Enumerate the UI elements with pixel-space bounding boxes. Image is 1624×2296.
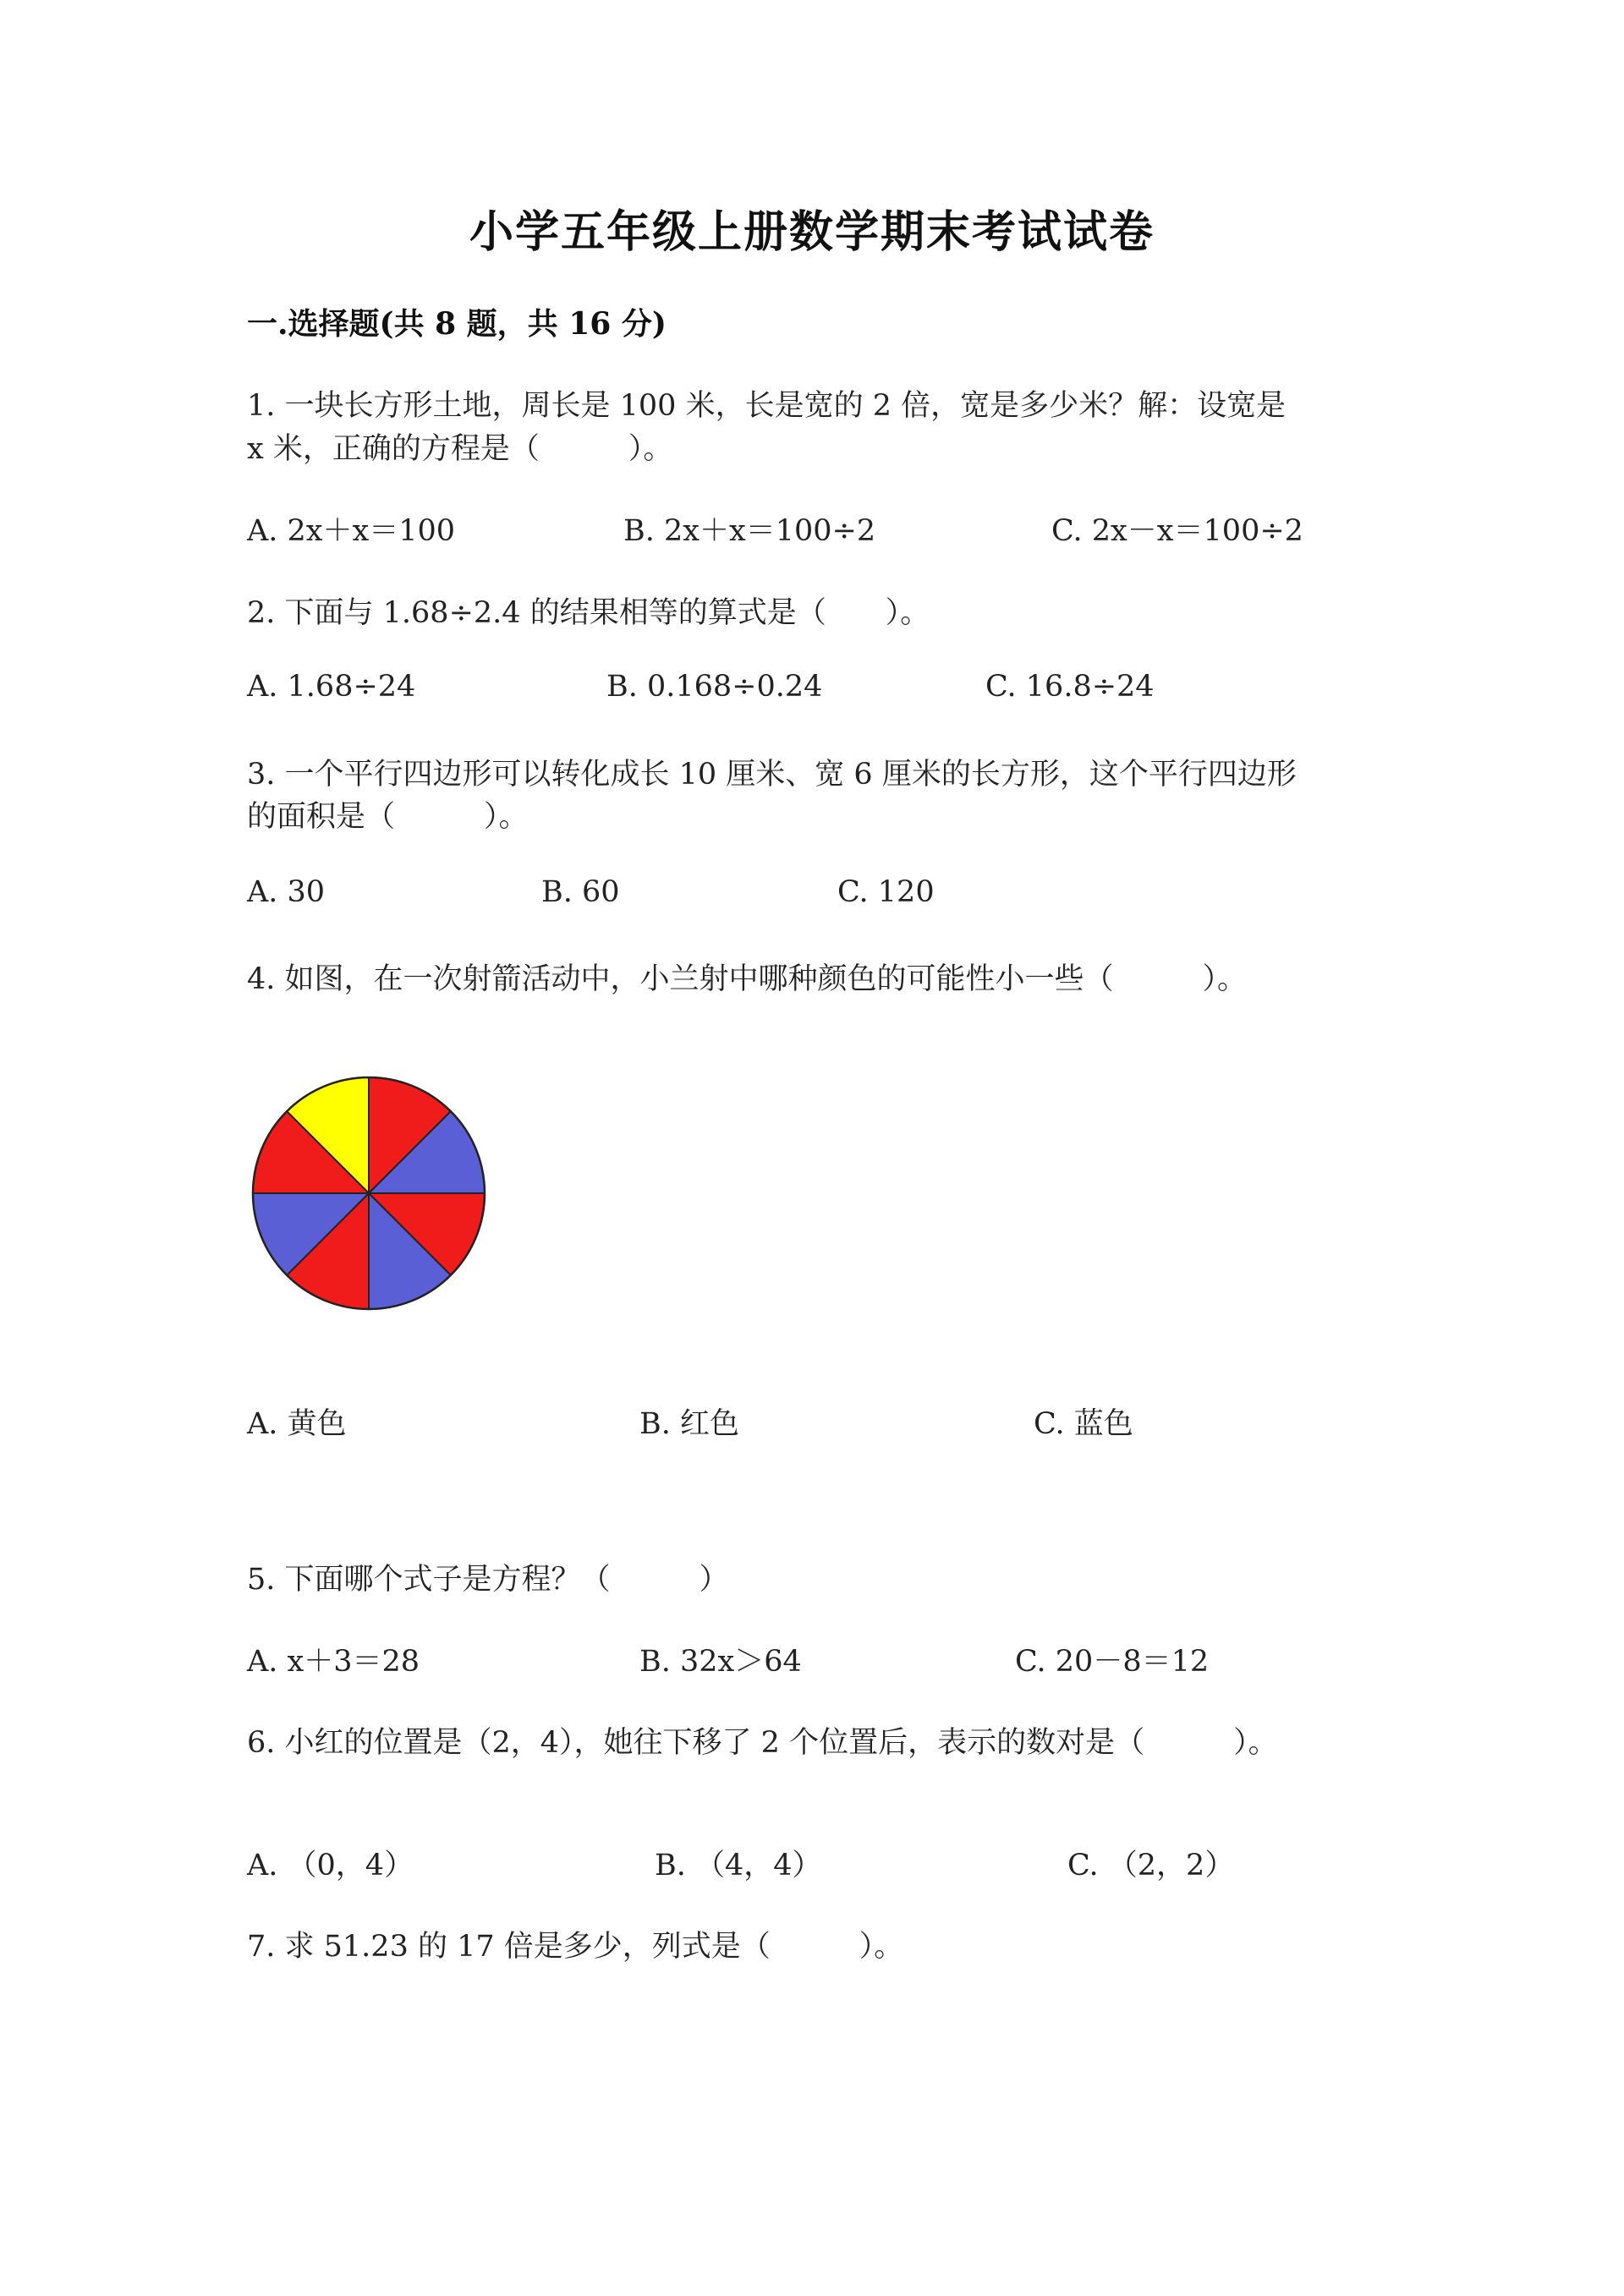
- question-3-line-2: 的面积是（ ）。: [247, 800, 529, 834]
- section-heading: 一.选择题(共 8 题，共 16 分): [247, 306, 667, 342]
- question-5-line-1: 5. 下面哪个式子是方程？（ ）: [247, 1563, 729, 1597]
- question-2-option-b: B. 0.168÷0.24: [606, 670, 823, 704]
- page-title: 小学五年级上册数学期末考试试卷: [469, 206, 1155, 258]
- question-5-option-c: C. 20－8＝12: [1015, 1645, 1210, 1679]
- question-6-option-c: C. （2，2）: [1067, 1849, 1235, 1882]
- question-6-line-1: 6. 小红的位置是（2，4），她往下移了 2 个位置后，表示的数对是（ ）。: [247, 1726, 1278, 1760]
- question-5-option-a: A. x＋3＝28: [247, 1645, 420, 1679]
- question-2-line-1: 2. 下面与 1.68÷2.4 的结果相等的算式是（ ）。: [247, 596, 930, 630]
- question-6-option-a: A. （0，4）: [247, 1849, 414, 1882]
- question-4-option-c: C. 蓝色: [1034, 1407, 1133, 1441]
- question-3-line-1: 3. 一个平行四边形可以转化成长 10 厘米、宽 6 厘米的长方形，这个平行四边形: [247, 758, 1297, 792]
- question-7-line-1: 7. 求 51.23 的 17 倍是多少，列式是（ ）。: [247, 1930, 904, 1964]
- question-4-option-b: B. 红色: [639, 1407, 739, 1441]
- question-5-option-b: B. 32x＞64: [639, 1645, 802, 1679]
- question-1-option-a: A. 2x＋x＝100: [247, 514, 456, 548]
- question-3-option-c: C. 120: [837, 875, 935, 909]
- question-1-line-2: x 米，正确的方程是（ ）。: [247, 432, 673, 466]
- question-3-option-a: A. 30: [247, 875, 326, 909]
- question-3-option-b: B. 60: [541, 875, 620, 909]
- question-4-option-a: A. 黄色: [247, 1407, 347, 1441]
- question-4-line-1: 4. 如图，在一次射箭活动中，小兰射中哪种颜色的可能性小一些（ ）。: [247, 962, 1248, 996]
- question-1-option-c: C. 2x－x＝100÷2: [1051, 514, 1303, 548]
- question-1-option-b: B. 2x＋x＝100÷2: [623, 514, 876, 548]
- question-1-line-1: 1. 一块长方形土地，周长是 100 米，长是宽的 2 倍，宽是多少米？解：设宽是: [247, 389, 1287, 423]
- question-2-option-c: C. 16.8÷24: [985, 670, 1155, 704]
- archery-target-figure: [250, 1074, 488, 1312]
- question-6-option-b: B. （4，4）: [655, 1849, 822, 1882]
- question-2-option-a: A. 1.68÷24: [247, 670, 416, 704]
